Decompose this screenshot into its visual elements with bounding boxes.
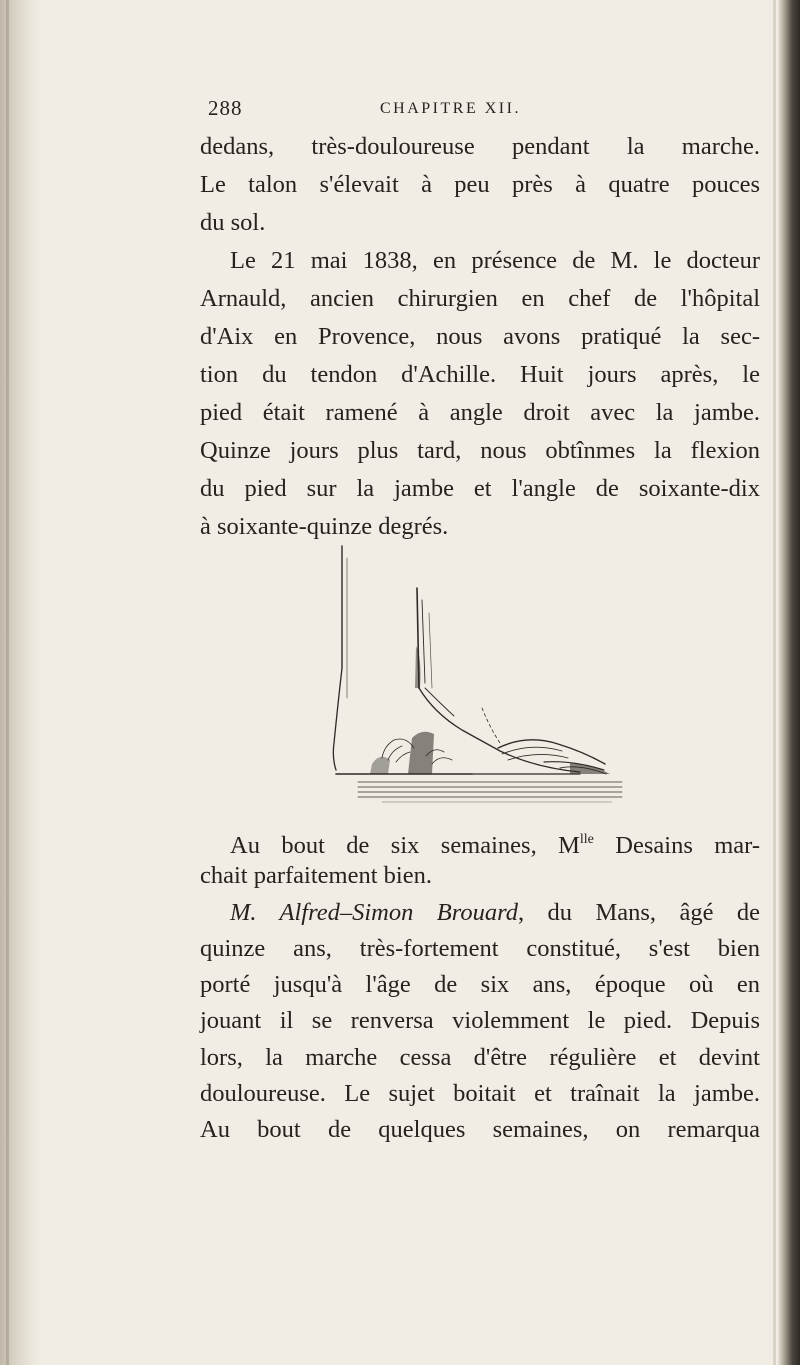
text-line: douloureuse. Le sujet boitait et traînait la jambe. [200,1080,760,1108]
binding-stripe [6,0,9,1365]
text-line: Au bout de quelques semaines, on remarqua [200,1116,760,1144]
text-line: quinze ans, très-fortement constitué, s'est bien [200,934,760,962]
page-edge-shadow [778,0,800,1365]
text-line: pied était ramené à angle droit avec la jambe. [200,399,760,426]
superscript: lle [579,832,594,847]
text-fragment: Desains mar- [593,832,760,859]
text-line: d'Aix en Provence, nous avons pratiqué la sec- [200,323,760,350]
person-name: M. Alfred–Simon Brouard [230,898,518,926]
text-line: tion du tendon d'Achille. Huit jours après, le [200,361,760,388]
running-head [0,96,800,126]
text-line: lors, la marche cessa d'être régulière et devint [200,1043,760,1071]
text-line: du pied sur la jambe et l'angle de soixante-dix [200,475,760,502]
text-fragment: , du Mans, âgé de [517,898,760,926]
page-edge-line [773,0,776,1365]
text-line: Quinze jours plus tard, nous obtînmes la flexion [200,437,760,464]
text-line [200,822,760,858]
text-line: Le talon s'élevait à peu près à quatre pouces [200,171,760,198]
text-line: dedans, très-douloureuse pendant la marche. [200,133,760,160]
text-line: du sol. [200,209,266,236]
text-line: Le 21 mai 1838, en présence de M. le docteur [230,247,760,274]
text-line: jouant il se renversa violemment le pied. Depuis [200,1007,760,1035]
text-line: à soixante-quinze degrés. [200,513,449,540]
text-line: porté jusqu'à l'âge de six ans, époque où en [200,971,760,999]
chapter-title: CHAPITRE XII. [380,100,521,117]
text-line [200,895,760,931]
page-spine-shadow [0,0,42,1365]
text-line: chait parfaitement bien. [200,862,432,890]
page-number: 288 [208,96,243,120]
paragraph-one [200,128,760,546]
paragraph-two [200,822,760,1149]
foot-illustration-icon [322,538,642,808]
text-line: Arnauld, ancien chirurgien en chef de l'hôpital [200,285,760,312]
text-fragment: Au bout de six semaines, M [230,832,580,859]
